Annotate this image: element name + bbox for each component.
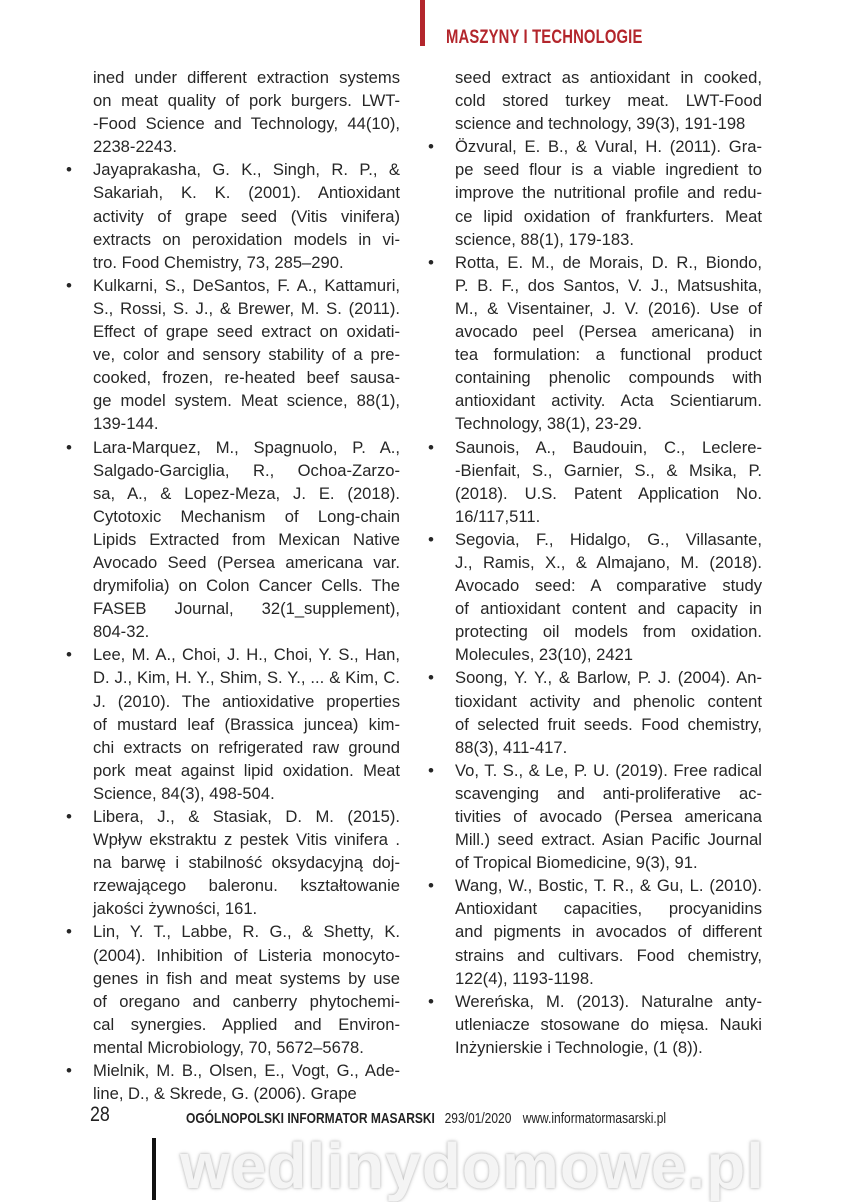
reference-entry (428, 436, 762, 528)
reference-line: tioxidant activity and phenolic content (455, 691, 762, 711)
reference-line: ce lipid oxidation of frankfurters. Meat (455, 206, 762, 226)
reference-line: Wang, W., Bostic, T. R., & Gu, L. (2010). (455, 876, 762, 896)
reference-line: na barwę i stabilność oksydacyjną doj- (93, 853, 400, 873)
bullet-icon: • (428, 991, 434, 1011)
reference-entry (66, 643, 400, 805)
reference-entry (66, 274, 400, 436)
reference-line: 804-32. (93, 622, 150, 642)
reference-line: pe seed flour is a viable ingredient to (455, 160, 762, 180)
reference-line: ve, color and sensory stability of a pre- (93, 345, 400, 365)
reference-line: 2238-2243. (93, 137, 177, 157)
footer (186, 1110, 674, 1127)
reference-line: improve the nutritional profile and redu- (455, 183, 762, 203)
reference-line: on meat quality of pork burgers. LWT- (93, 91, 400, 111)
bullet-icon: • (66, 1061, 72, 1081)
website-link[interactable]: www.informatormasarski.pl (522, 1110, 667, 1127)
watermark: wedlinydomowe.pl (180, 1130, 765, 1202)
reference-line: pork meat against lipid oxidation. Meat (93, 760, 400, 780)
page-number: 28 (90, 1103, 110, 1126)
reference-line: 122(4), 1193-1198. (455, 968, 594, 988)
reference-entry (428, 135, 762, 250)
reference-line: Science, 84(3), 498-504. (93, 783, 275, 803)
reference-line: Mielnik, M. B., Olsen, E., Vogt, G., Ade- (93, 1061, 400, 1081)
reference-line: (2004). Inhibition of Listeria monocyto- (93, 945, 400, 965)
references-column-left (66, 66, 400, 1105)
bullet-icon: • (428, 760, 434, 780)
reference-entry (428, 666, 762, 758)
reference-line: ined under different extraction systems (93, 68, 400, 87)
reference-line: jakości żywności, 161. (93, 899, 258, 919)
reference-line: 139-144. (93, 414, 159, 434)
reference-line: -Food Science and Technology, 44(10), (93, 114, 400, 134)
reference-line: tivities of avocado (Persea americana (455, 807, 762, 826)
reference-line: Lara-Marquez, M., Spagnuolo, P. A., (93, 437, 400, 457)
reference-line: Jayaprakasha, G. K., Singh, R. P., & (93, 160, 400, 180)
bullet-icon: • (66, 807, 72, 826)
reference-line: cooked, frozen, re-heated beef sausa- (93, 368, 400, 388)
reference-line: (2018). U.S. Patent Application No. (455, 483, 762, 503)
issue-number: 293/01/2020 (444, 1110, 512, 1127)
reference-line: Sakariah, K. K. (2001). Antioxidant (93, 183, 400, 203)
reference-line: Antioxidant capacities, procyanidins (455, 899, 762, 919)
reference-line: Mill.) seed extract. Asian Pacific Journal (455, 830, 762, 850)
reference-line: containing phenolic compounds with (455, 368, 762, 388)
reference-line: P. B. F., dos Santos, V. J., Matsushita, (455, 275, 762, 295)
bullet-icon: • (66, 645, 72, 665)
reference-line: Wereńska, M. (2013). Naturalne anty- (455, 991, 762, 1011)
reference-line: ge model system. Meat science, 88(1), (93, 391, 400, 411)
reference-line: scavenging and anti-proliferative ac- (455, 783, 762, 803)
references-column-right (428, 66, 762, 1059)
reference-line: cal synergies. Applied and Environ- (93, 1014, 400, 1034)
reference-line: utleniacze stosowane do mięsa. Nauki (455, 1014, 762, 1034)
reference-line: of oregano and canberry phytochemi- (93, 991, 400, 1011)
reference-line: J., Ramis, X., & Almajano, M. (2018). (455, 552, 762, 572)
bullet-icon: • (428, 437, 434, 457)
reference-line: science and technology, 39(3), 191-198 (455, 114, 746, 134)
reference-entry (428, 528, 762, 667)
reference-line: Libera, J., & Stasiak, D. M. (2015). (93, 807, 400, 826)
reference-line: Özvural, E. B., & Vural, H. (2011). Gra- (455, 137, 762, 157)
reference-line: Segovia, F., Hidalgo, G., Villasante, (455, 529, 762, 549)
reference-line: J. (2010). The antioxidative properties (93, 691, 400, 711)
reference-line: activity of grape seed (Vitis vinifera) (93, 206, 400, 226)
reference-line: and pigments in avocados of different (455, 922, 762, 942)
reference-entry (66, 1059, 400, 1105)
reference-line: Wpływ ekstraktu z pestek Vitis vinifera . (93, 830, 400, 850)
reference-entry (66, 436, 400, 644)
reference-line: chi extracts on refrigerated raw ground (93, 737, 400, 757)
reference-line: Technology, 38(1), 23-29. (455, 414, 642, 434)
reference-line: seed extract as antioxidant in cooked, (455, 68, 762, 87)
reference-line: Saunois, A., Baudouin, C., Leclere- (455, 437, 762, 457)
reference-line: FASEB Journal, 32(1_supplement), (93, 599, 400, 619)
reference-line: 88(3), 411-417. (455, 737, 568, 757)
bullet-icon: • (66, 922, 72, 942)
reference-line: Avocado Seed (Persea americana var. (93, 552, 400, 572)
reference-line: strains and cultivars. Food chemistry, (455, 945, 762, 965)
reference-line: -Bienfait, S., Garnier, S., & Msika, P. (455, 460, 762, 480)
bullet-icon: • (428, 252, 434, 272)
reference-line: M., & Visentainer, J. V. (2016). Use of (455, 298, 762, 318)
bullet-icon: • (428, 137, 434, 157)
reference-entry (66, 158, 400, 273)
reference-line: Salgado-Garciglia, R., Ochoa-Zarzo- (93, 460, 400, 480)
reference-line: mental Microbiology, 70, 5672–5678. (93, 1037, 364, 1057)
reference-entry (66, 805, 400, 920)
bullet-icon: • (66, 437, 72, 457)
publication-name: OGÓLNOPOLSKI INFORMATOR MASARSKI (186, 1110, 435, 1127)
reference-entry (428, 251, 762, 436)
reference-line: D. J., Kim, H. Y., Shim, S. Y., ... & Kim, C. (93, 668, 400, 688)
bullet-icon: • (428, 529, 434, 549)
reference-line: extracts on peroxidation models in vi- (93, 229, 400, 249)
reference-entry (428, 874, 762, 989)
reference-line: Kulkarni, S., DeSantos, F. A., Kattamuri, (93, 275, 400, 295)
reference-line: tea formulation: a functional product (455, 345, 762, 365)
reference-line: Inżynierskie i Technologie, (1 (8)). (455, 1037, 703, 1057)
section-title: MASZYNY I TECHNOLOGIE (446, 27, 643, 48)
reference-entry (428, 990, 762, 1059)
reference-line: Effect of grape seed extract on oxidati- (93, 322, 400, 342)
reference-line: S., Rossi, S. J., & Brewer, M. S. (2011). (93, 298, 400, 318)
bullet-icon: • (428, 876, 434, 896)
reference-line: Lipids Extracted from Mexican Native (93, 529, 400, 549)
bullet-icon: • (428, 668, 434, 688)
reference-line: sa, A., & Lopez-Meza, J. E. (2018). (93, 483, 400, 503)
footer-divider-bar (152, 1138, 156, 1200)
reference-line: Molecules, 23(10), 2421 (455, 645, 634, 665)
reference-entry (455, 66, 762, 135)
reference-entry (66, 920, 400, 1059)
bullet-icon: • (66, 275, 72, 295)
reference-line: genes in fish and meat systems by use (93, 968, 400, 988)
reference-line: Lee, M. A., Choi, J. H., Choi, Y. S., Han, (93, 645, 400, 665)
reference-line: Vo, T. S., & Le, P. U. (2019). Free radical (455, 760, 762, 780)
reference-line: cold stored turkey meat. LWT-Food (455, 91, 762, 111)
header-accent-bar (420, 0, 425, 46)
reference-line: of antioxidant content and capacity in (455, 599, 762, 619)
reference-entry (428, 759, 762, 874)
reference-line: of selected fruit seeds. Food chemistry, (455, 714, 762, 734)
reference-line: Lin, Y. T., Labbe, R. G., & Shetty, K. (93, 922, 400, 942)
reference-line: antioxidant activity. Acta Scientiarum. (455, 391, 762, 411)
reference-line: of Tropical Biomedicine, 9(3), 91. (455, 853, 698, 873)
reference-line: 16/117,511. (455, 506, 541, 526)
reference-line: Rotta, E. M., de Morais, D. R., Biondo, (455, 252, 762, 272)
reference-line: avocado peel (Persea americana) in (455, 322, 762, 342)
reference-line: drymifolia) on Colon Cancer Cells. The (93, 576, 400, 596)
reference-line: rzewającego baleronu. kształtowanie (93, 876, 400, 896)
reference-line: Cytotoxic Mechanism of Long-chain (93, 506, 400, 526)
reference-line: tro. Food Chemistry, 73, 285–290. (93, 252, 344, 272)
bullet-icon: • (66, 160, 72, 180)
reference-line: Avocado seed: A comparative study (455, 576, 762, 596)
reference-line: protecting oil models from oxidation. (455, 622, 762, 642)
reference-line: Soong, Y. Y., & Barlow, P. J. (2004). An- (455, 668, 762, 688)
reference-line: science, 88(1), 179-183. (455, 229, 634, 249)
reference-line: of mustard leaf (Brassica juncea) kim- (93, 714, 400, 734)
reference-line: line, D., & Skrede, G. (2006). Grape (93, 1084, 357, 1104)
reference-entry (93, 66, 400, 158)
